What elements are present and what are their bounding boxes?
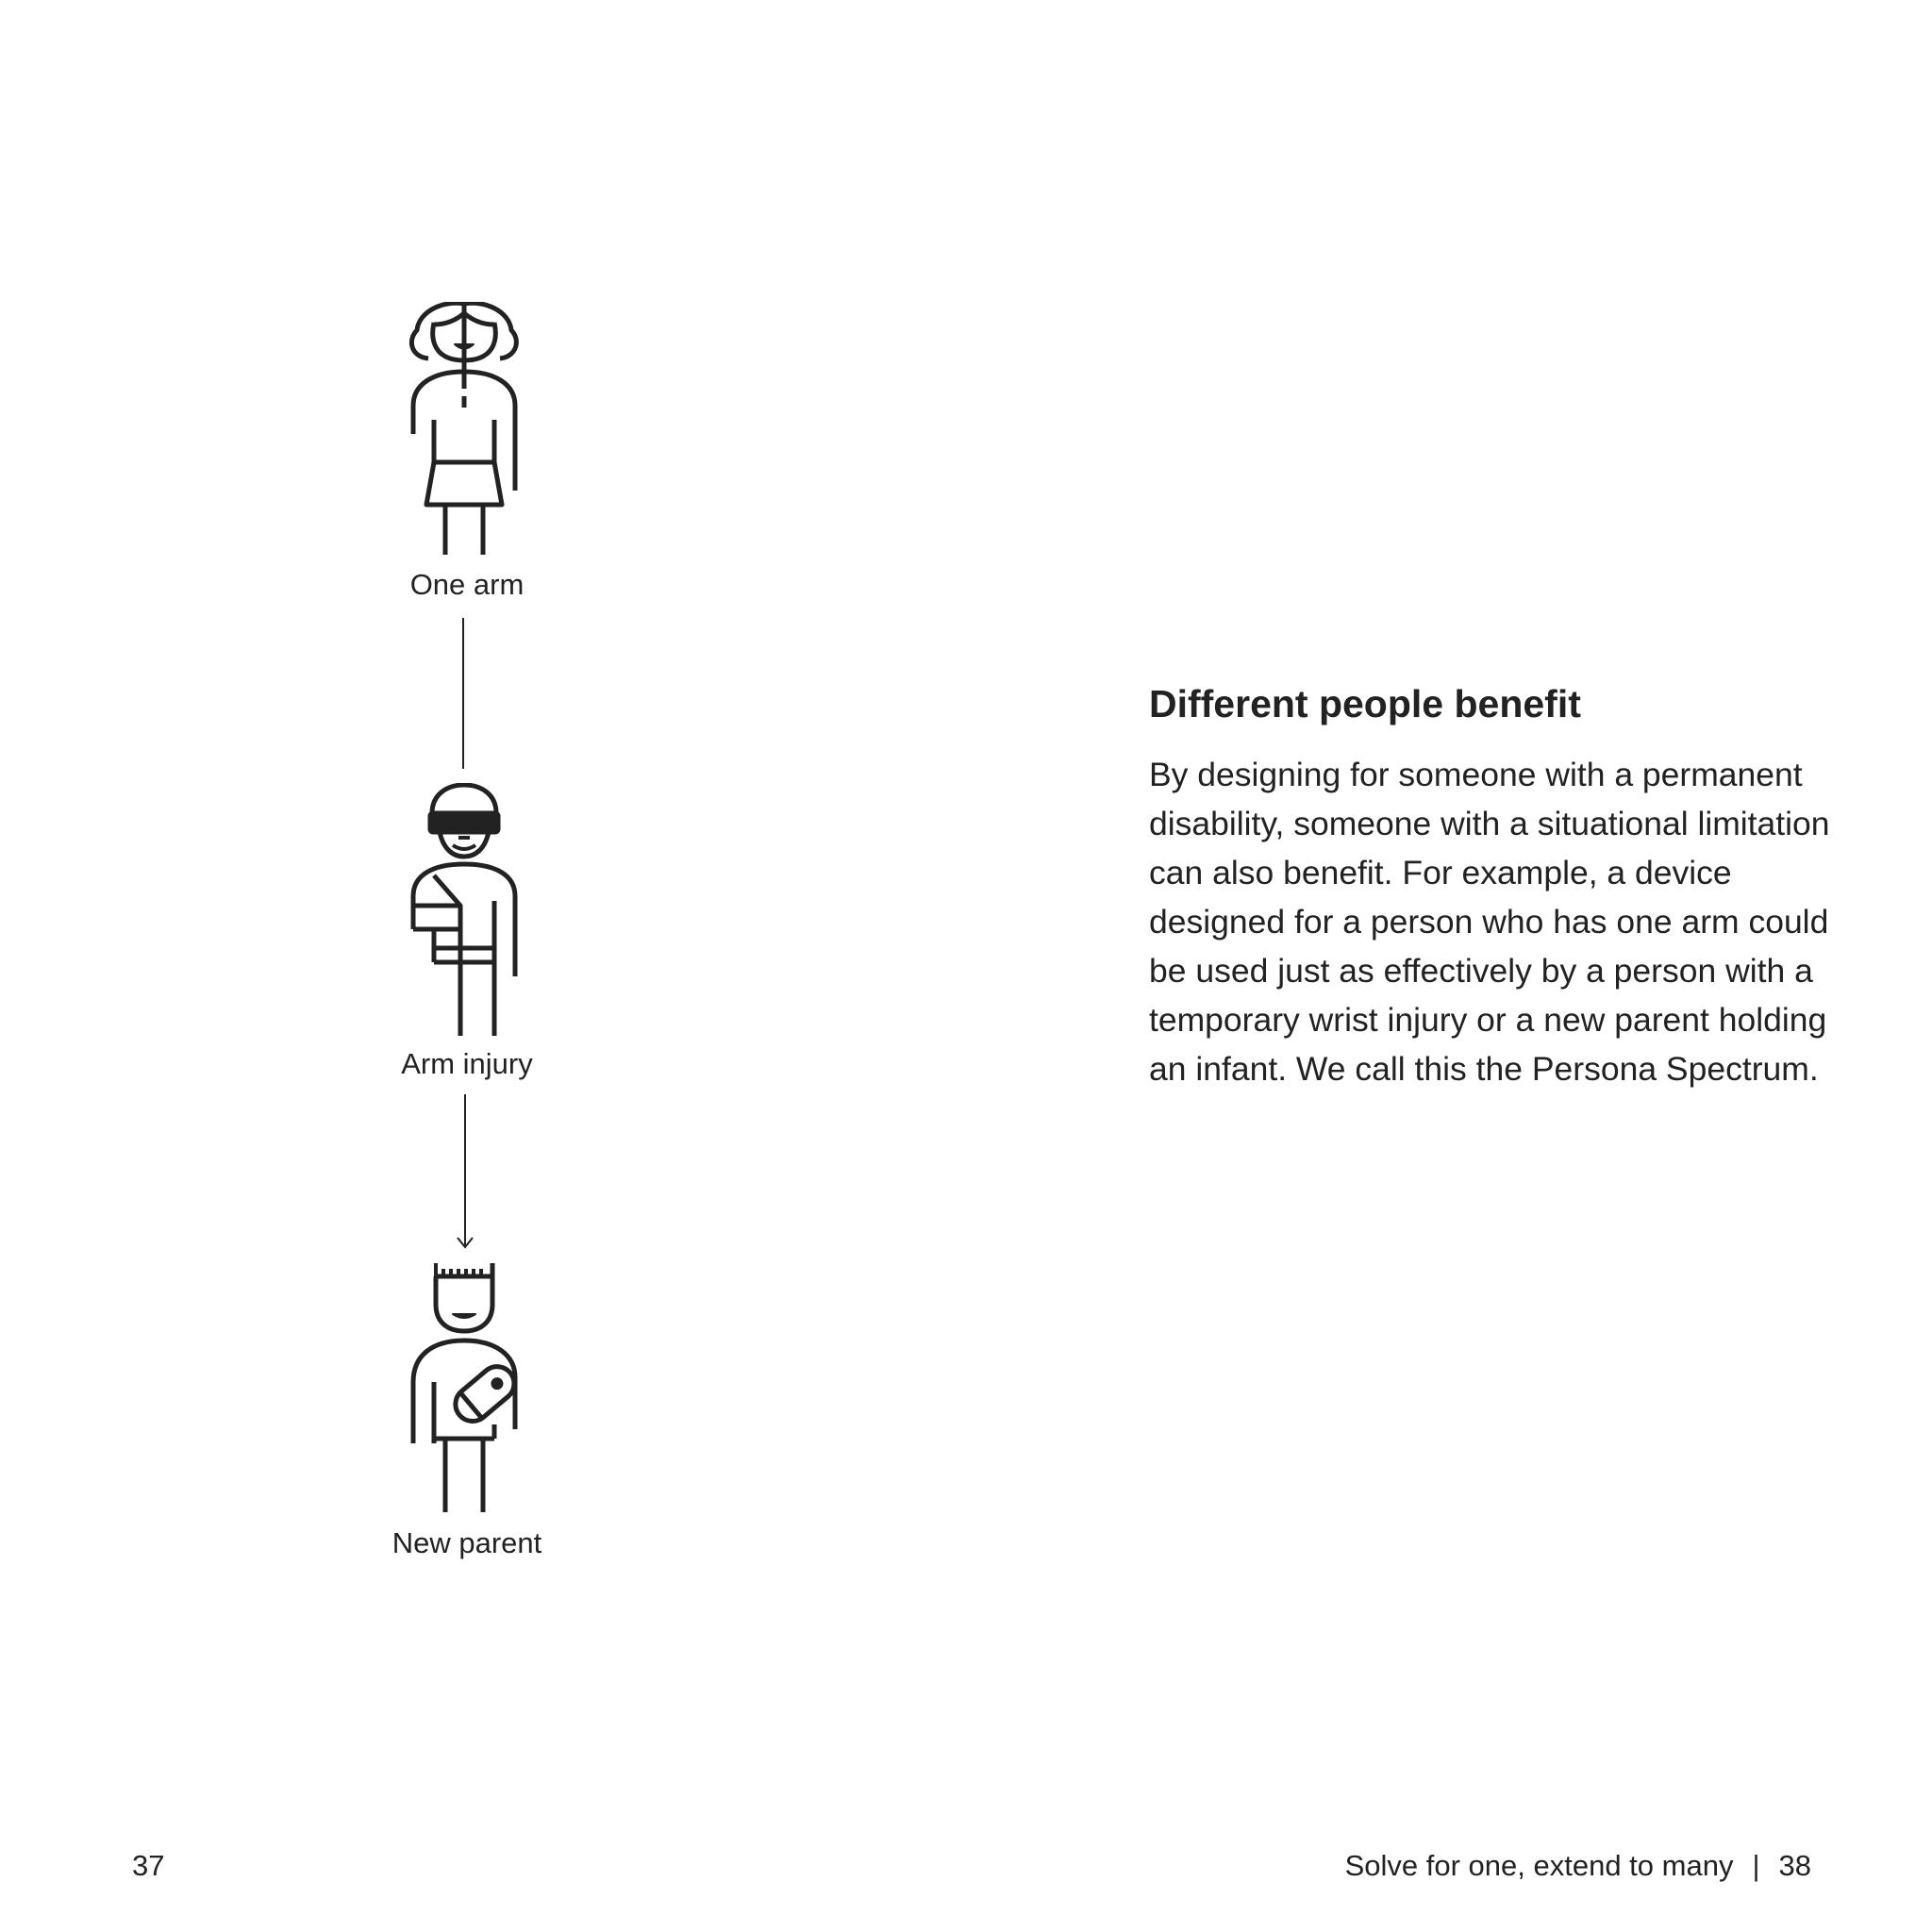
left-page-number: 37 bbox=[132, 1849, 165, 1882]
parent-holding-infant-icon bbox=[406, 1259, 524, 1514]
persona-label-arm-injury: Arm injury bbox=[401, 1047, 533, 1080]
footer-separator: | bbox=[1752, 1849, 1760, 1882]
section-body: By designing for someone with a permanent disability, someone with a situational limitation can also benefit. For example, a device designed for a person who has one arm could be used just as effectively by a person with a temporary wrist injury or a new parent holding an infant. We call this the Persona Spectrum. bbox=[1149, 756, 1830, 1089]
man-arm-sling-icon bbox=[406, 783, 524, 1038]
book-title: Solve for one, extend to many bbox=[1344, 1849, 1734, 1882]
section-text-block bbox=[1149, 679, 1847, 1093]
persona-label-one-arm: One arm bbox=[409, 568, 525, 601]
woman-one-arm-icon bbox=[406, 302, 524, 557]
right-page-number: 38 bbox=[1778, 1849, 1811, 1882]
right-footer bbox=[1345, 1849, 1811, 1883]
persona-label-new-parent: New parent bbox=[391, 1526, 542, 1559]
section-heading: Different people benefit bbox=[1149, 682, 1581, 725]
